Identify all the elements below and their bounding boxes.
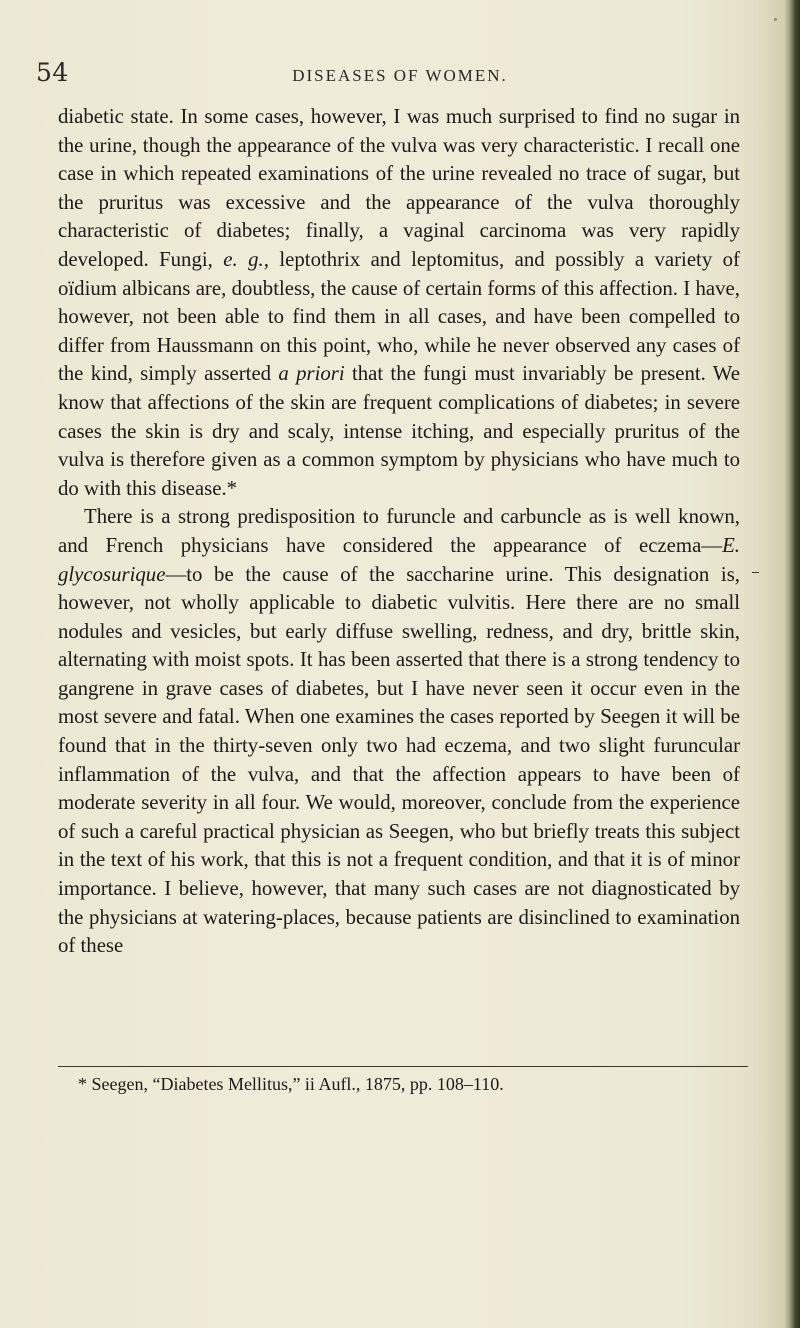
paragraph-2-part-1: There is a strong predisposition to furuncle and carbuncle as is well known, and French physicians have considered the appearance of eczema— xyxy=(58,505,740,557)
italic-eg: e. g. xyxy=(223,247,264,271)
paragraph-1-part-1: diabetic state. In some cases, however, I was much surprised to find no sugar in the urine, though the appearance of the vulva was very characteristic. I recall one case in which repeated examinations of the urine revealed no trace of sugar, but the pruritus was excessive and the appearance of the vulva thoroughly characteristic of diabetes; finally, a vaginal carcinoma was very rapidly developed. Fungi, xyxy=(58,105,740,271)
paragraph-1-part-3: that the fungi must invariably be present. We know that affections of the skin are frequent complications of diabetes; in severe cases the skin is dry and scaly, intense itching, and especially pruritus of the vulva is therefore given as a common symptom by physicians who have much to do with this disease.* xyxy=(58,362,740,500)
footnote-rule xyxy=(58,1066,748,1067)
paper-speck xyxy=(774,18,777,21)
body-text xyxy=(58,103,740,961)
margin-mark xyxy=(752,572,759,573)
paragraph-2-part-2: —to be the cause of the saccharine urine. This designation is, however, not wholly applicable to diabetic vulvitis. Here there are no small nodules and vesicles, but early diffuse swelling, redness, and dry, brittle skin, alternating with moist spots. It has been asserted that there is a strong tendency to gangrene in grave cases of diabetes, but I have never seen it occur even in the most severe and fatal. When one examines the cases reported by Seegen it will be found that in the thirty-seven only two had eczema, and two slight furuncular inflammation of the vulva, and that the affection appears to have been of moderate severity in all four. We would, moreover, conclude from the experience of such a careful practical physician as Seegen, who but briefly treats this subject in the text of his work, that this is not a frequent condition, and that it is of minor importance. I believe, however, that many such cases are not diagnosticated by the physicians at watering-places, because patients are disinclined to examination of these xyxy=(58,562,740,958)
paragraph-2 xyxy=(58,503,740,961)
italic-e-glycosurique: E. glycosurique xyxy=(58,533,740,586)
italic-a-priori: a priori xyxy=(278,362,345,386)
paragraph-1 xyxy=(58,103,740,503)
binding-edge xyxy=(784,0,800,1328)
footnote: * Seegen, “Diabetes Mellitus,” ii Aufl., 1875, pp. 108–110. xyxy=(78,1074,504,1094)
running-head: DISEASES OF WOMEN. xyxy=(292,66,508,85)
paragraph-1-part-2: , leptothrix and leptomitus, and possibly a variety of oïdium albicans are, doubtless, the cause of certain forms of this affection. I have, however, not been able to find them in all cases, and have been compelled to differ from Haussmann on this point, who, while he never observed any cases of the kind, simply asserted xyxy=(58,247,740,386)
page-number: 54 xyxy=(36,58,69,87)
